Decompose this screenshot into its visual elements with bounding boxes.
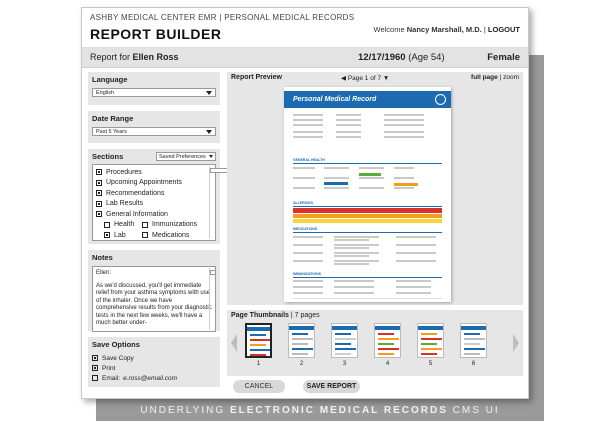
thumbnail-line <box>292 338 313 340</box>
thumbnail-line <box>250 339 271 341</box>
section-item-label: Upcoming Appointments <box>106 179 182 187</box>
language-value: English <box>96 90 115 96</box>
page-thumbnail[interactable] <box>460 323 487 358</box>
thumbnail-line <box>421 353 437 355</box>
doc-text-line <box>334 255 369 257</box>
options-column <box>88 72 220 393</box>
doc-text-line <box>334 286 374 288</box>
checkbox-icon[interactable] <box>92 355 98 361</box>
dob-value: 12/17/1960 <box>358 52 406 63</box>
thumbnails-label <box>231 312 320 319</box>
preview-column <box>227 72 523 376</box>
patient-name: Ellen Ross <box>132 52 179 62</box>
section-item[interactable] <box>96 167 212 178</box>
doc-text-line <box>293 244 323 246</box>
doc-text-line <box>336 119 361 121</box>
page-thumbnail[interactable] <box>331 323 358 358</box>
doc-text-line <box>334 252 379 254</box>
thumbnails-count: | 7 pages <box>290 312 320 319</box>
doc-text-line <box>336 114 361 116</box>
doc-text-line <box>293 131 323 133</box>
sections-label: Sections <box>92 152 124 161</box>
doc-text-line <box>334 247 369 249</box>
checkbox-icon[interactable] <box>92 365 98 371</box>
doc-text-line <box>359 177 384 179</box>
thumbnail-line <box>464 343 480 345</box>
preview-pager <box>341 74 389 82</box>
doc-text-line <box>293 208 442 213</box>
doc-text-line <box>394 183 418 186</box>
thumbnail-title-bar <box>289 326 314 330</box>
patient-dob <box>358 52 445 63</box>
thumbnail-line <box>378 333 394 335</box>
sections-preset-value: Saved Preferences <box>159 154 206 160</box>
date-range-panel <box>88 111 220 143</box>
sections-scrollbar[interactable] <box>209 166 214 239</box>
page-thumbnail[interactable] <box>374 323 401 358</box>
doc-text-line <box>293 163 442 164</box>
section-item-label: Procedures <box>106 168 142 176</box>
doc-text-line <box>293 136 323 138</box>
doc-text-line <box>293 260 323 262</box>
email-input[interactable]: e.ross@email.com <box>123 374 177 382</box>
doc-text-line <box>396 280 431 282</box>
caption-suffix: CMS UI <box>447 405 500 416</box>
checkbox-icon[interactable] <box>96 201 102 207</box>
notes-panel <box>88 250 220 331</box>
save-option[interactable] <box>92 353 216 363</box>
date-range-label: Date Range <box>92 114 134 123</box>
zoom-toggle <box>471 74 519 81</box>
doc-text-line <box>396 292 431 294</box>
doc-text-line <box>336 131 361 133</box>
section-subitem-row <box>96 230 212 241</box>
doc-text-line <box>359 187 384 189</box>
checkbox-icon[interactable] <box>104 222 110 228</box>
thumbnail-line <box>292 348 313 350</box>
section-item-label: General Information <box>106 210 168 218</box>
prev-page-icon[interactable]: ◀ <box>341 75 346 82</box>
save-option[interactable] <box>92 363 216 373</box>
doc-text-line <box>334 239 369 241</box>
thumbnail-line <box>378 348 399 350</box>
doc-text-line <box>293 277 442 278</box>
notes-scrollbar[interactable] <box>209 268 214 330</box>
section-subitem-label: Medications <box>152 231 190 239</box>
thumbnail-title-bar <box>375 326 400 330</box>
doc-text-line <box>336 136 361 138</box>
doc-text-line <box>293 177 315 179</box>
page-title: REPORT BUILDER <box>90 26 222 42</box>
doc-text-line <box>384 114 424 116</box>
doc-text-line <box>396 236 436 238</box>
thumbnail-line <box>335 348 356 350</box>
doc-text-line <box>334 292 374 294</box>
section-item-label: Recommendations <box>106 189 165 197</box>
section-item[interactable] <box>96 209 212 220</box>
doc-text-line <box>334 236 379 238</box>
doc-text-line <box>293 214 442 218</box>
doc-text-line <box>384 124 424 126</box>
save-options-label: Save Options <box>92 340 140 349</box>
doc-text-line <box>334 280 374 282</box>
doc-text-line <box>336 124 361 126</box>
thumbnail-line <box>378 343 394 345</box>
thumbnails-title: Page Thumbnails <box>231 312 289 319</box>
section-subitem-label: Health <box>114 221 135 229</box>
doc-text-line <box>359 167 384 169</box>
section-item[interactable] <box>96 178 212 189</box>
action-bar <box>82 380 529 396</box>
language-label: Language <box>92 75 128 84</box>
page-thumbnail[interactable] <box>245 323 272 358</box>
save-option-label: Print <box>102 364 116 372</box>
thumbnail-line <box>464 333 480 335</box>
report-for-label: Report for <box>90 52 133 62</box>
date-range-select[interactable] <box>92 127 216 136</box>
doc-text-line <box>293 167 315 169</box>
checkbox-icon[interactable] <box>104 232 110 238</box>
save-option-label: Email: <box>102 374 121 382</box>
doc-title: Personal Medical Record <box>293 96 377 103</box>
sections-preset-select[interactable] <box>156 152 216 161</box>
doc-text-line <box>293 292 323 294</box>
checkbox-icon[interactable] <box>142 232 148 238</box>
doc-text-line <box>293 236 323 238</box>
notes-greeting: Ellen: <box>96 270 112 276</box>
page-thumbnail[interactable] <box>417 323 444 358</box>
doc-text-line <box>324 182 348 185</box>
thumbnail-page-number: 4 <box>385 361 390 367</box>
thumbnail-title-bar <box>332 326 357 330</box>
doc-text-line <box>394 187 414 189</box>
thumbnail-line <box>250 344 266 346</box>
doc-text-line <box>384 136 424 138</box>
checkbox-icon[interactable] <box>96 190 102 196</box>
thumbnail-title-bar <box>418 326 443 330</box>
preview-header <box>227 72 523 84</box>
preview-label: Report Preview <box>231 74 282 81</box>
report-preview-page[interactable] <box>284 87 451 302</box>
sections-header <box>92 152 216 161</box>
notes-textarea[interactable] <box>92 266 216 332</box>
thumbnail-line <box>464 353 480 355</box>
doc-text-line <box>396 260 436 262</box>
section-subitem-row <box>96 220 212 231</box>
thumbnail-line <box>378 338 399 340</box>
doc-text-line <box>334 263 369 265</box>
date-range-value: Past 5 Years <box>96 129 127 135</box>
checkbox-icon[interactable] <box>96 169 102 175</box>
zoom-full-page[interactable]: full page <box>471 74 498 81</box>
thumbnails-next-icon[interactable] <box>513 334 519 352</box>
notes-body: As we'd discussed, you'll get immediate relief from your asthma symptoms with use of the inhaler. Once we have comprehensive results from your diagnostic tests in the next few weeks, we'll have a much better under- <box>96 282 212 326</box>
thumbnail-page-number: 1 <box>256 361 261 367</box>
doc-text-line <box>293 119 323 121</box>
save-option-label: Save Copy <box>102 354 134 362</box>
sections-panel <box>88 149 220 244</box>
section-item[interactable] <box>96 199 212 210</box>
doc-text-line <box>324 167 349 169</box>
report-for <box>90 52 179 62</box>
page-thumbnail[interactable] <box>288 323 315 358</box>
section-item-label: Lab Results <box>106 200 143 208</box>
thumbnail-line <box>335 353 351 355</box>
caption <box>96 405 544 416</box>
section-item[interactable] <box>96 188 212 199</box>
doc-text-line <box>293 206 442 207</box>
medical-logo-icon <box>435 94 446 105</box>
thumbnail-page-number: 6 <box>471 361 476 367</box>
chevron-down-icon <box>209 155 213 158</box>
thumbnail-title-bar <box>461 326 486 330</box>
doc-section-heading: GENERAL HEALTH <box>293 158 325 162</box>
language-select[interactable] <box>92 88 216 97</box>
doc-text-line <box>293 124 323 126</box>
thumbnail-line <box>335 338 356 340</box>
doc-text-line <box>293 187 315 189</box>
doc-section-heading: IMMUNIZATIONS <box>293 272 321 276</box>
doc-text-line <box>396 252 436 254</box>
caption-prefix: UNDERLYING <box>140 405 230 416</box>
thumbnail-line <box>250 354 266 356</box>
doc-text-line <box>396 286 431 288</box>
doc-text-line <box>394 177 414 179</box>
doc-text-line <box>384 119 424 121</box>
patient-age: (Age 54) <box>408 52 445 63</box>
thumbnail-page-number: 2 <box>299 361 304 367</box>
zoom-separator: | <box>499 74 502 81</box>
cancel-button[interactable]: CANCEL <box>233 380 285 393</box>
doc-text-line <box>396 244 436 246</box>
doc-text-line <box>293 232 442 233</box>
doc-text-line <box>293 252 323 254</box>
thumbnail-line <box>292 353 308 355</box>
doc-text-line <box>293 219 442 223</box>
language-panel <box>88 72 220 105</box>
thumbnail-line <box>250 349 271 351</box>
thumbnail-line <box>421 343 437 345</box>
checkbox-icon[interactable] <box>96 180 102 186</box>
thumbnail-line <box>292 343 308 345</box>
doc-text-line <box>293 280 323 282</box>
thumbnail-line <box>464 348 485 350</box>
breadcrumb: ASHBY MEDICAL CENTER EMR | PERSONAL MEDICAL RECORDS <box>90 13 355 22</box>
save-report-button[interactable]: SAVE REPORT <box>303 380 360 393</box>
welcome-text: Welcome <box>373 25 407 34</box>
welcome-bar <box>374 25 520 34</box>
user-name: Nancy Marshall, M.D. <box>406 25 482 34</box>
thumbnail-line <box>421 338 442 340</box>
thumbnail-line <box>421 333 437 335</box>
doc-text-line <box>394 167 414 169</box>
doc-text-line <box>334 260 379 262</box>
scrollbar-thumb[interactable] <box>210 270 216 275</box>
doc-text-line <box>324 187 349 189</box>
doc-text-line <box>384 131 424 133</box>
welcome-separator: | <box>483 25 486 34</box>
thumbnails-prev-icon[interactable] <box>231 334 237 352</box>
doc-section-heading: ALLERGIES <box>293 201 314 205</box>
page-dropdown-icon[interactable]: ▼ <box>382 75 390 82</box>
caption-bold: ELECTRONIC MEDICAL RECORDS <box>229 405 448 416</box>
notes-label: Notes <box>92 253 113 262</box>
thumbnail-line <box>335 343 351 345</box>
report-builder-window <box>81 7 529 399</box>
doc-text-line <box>293 286 323 288</box>
thumbnail-title-bar <box>247 327 270 331</box>
patient-bar <box>82 48 528 68</box>
doc-text-line <box>324 177 349 179</box>
logout-link[interactable]: LOGOUT <box>487 25 520 34</box>
sections-list <box>92 164 216 241</box>
thumbnail-line <box>378 353 394 355</box>
pager-text: Page 1 of 7 <box>347 75 382 82</box>
doc-section-heading: MEDICATIONS <box>293 227 318 231</box>
checkbox-icon[interactable] <box>96 211 102 217</box>
report-preview-panel <box>227 72 523 305</box>
doc-text-line <box>334 244 379 246</box>
doc-text-line <box>293 298 442 299</box>
section-subitem-label: Lab <box>114 231 126 239</box>
thumbnail-line <box>335 333 351 335</box>
doc-text-line <box>293 114 323 116</box>
thumbnail-line <box>250 334 266 336</box>
thumbnail-page-number: 5 <box>428 361 433 367</box>
thumbnail-line <box>292 333 308 335</box>
section-subitem-label: Immunizations <box>152 221 198 229</box>
zoom-option[interactable]: zoom <box>503 74 519 81</box>
thumbnail-page-number: 3 <box>342 361 347 367</box>
thumbnail-line <box>421 348 442 350</box>
checkbox-icon[interactable] <box>142 222 148 228</box>
chevron-down-icon <box>206 91 212 95</box>
thumbnail-line <box>464 338 485 340</box>
chevron-down-icon <box>206 130 212 134</box>
page-thumbnails-panel <box>227 310 523 376</box>
doc-text-line <box>359 173 381 176</box>
patient-sex: Female <box>487 52 520 63</box>
app-header <box>82 8 528 48</box>
